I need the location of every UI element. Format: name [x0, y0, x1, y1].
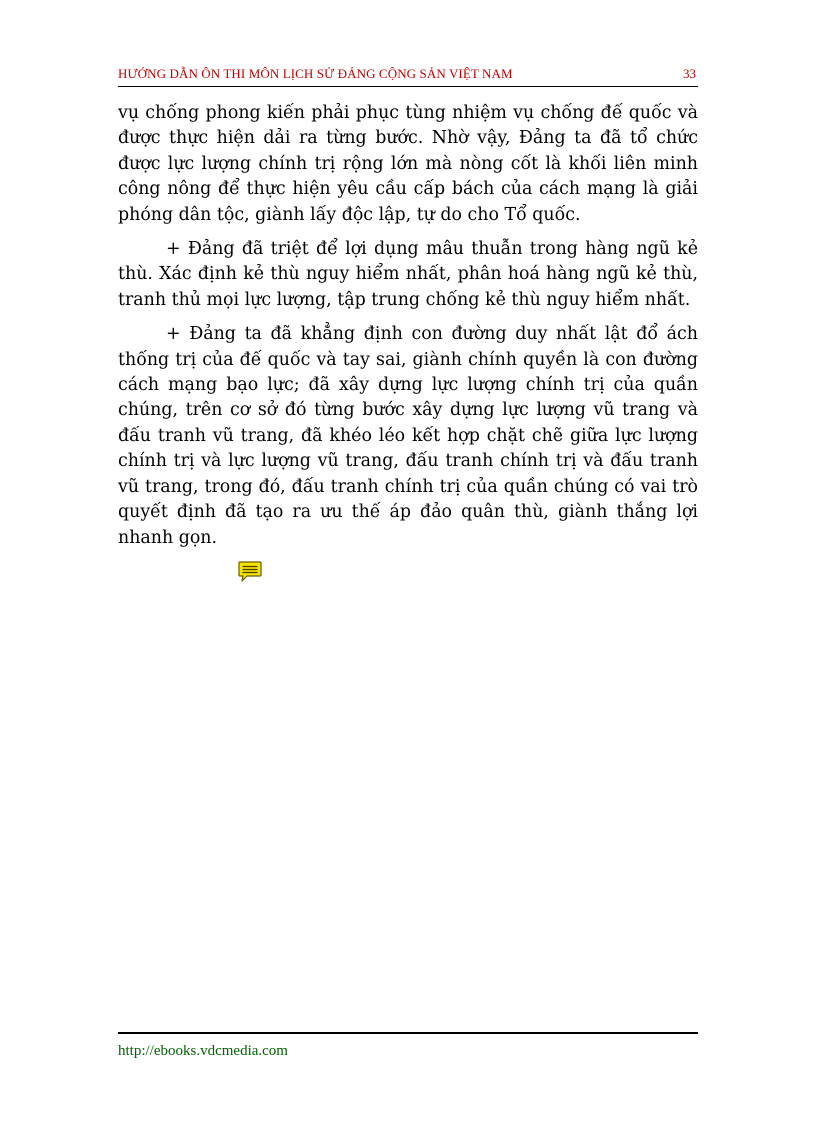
body-text: [118, 101, 698, 560]
paragraph: vụ chống phong kiến phải phục tùng nhiệm vụ chống đế quốc và được thực hiện dải ra từng bước. Nhờ vậy, Đảng ta đã tổ chức được lực lượng chính trị rộng lớn mà nòng cốt là khối liên minh công nông để thực hiện yêu cầu cấp bách của cách mạng là giải phóng dân tộc, giành lấy độc lập, tự do cho Tổ quốc.: [118, 103, 698, 225]
page-header: [118, 64, 698, 87]
page-number: 33: [683, 66, 696, 81]
paragraph: + Đảng đã triệt để lợi dụng mâu thuẫn trong hàng ngũ kẻ thù. Xác định kẻ thù nguy hiểm nhất, phân hoá hàng ngũ kẻ thù, tranh thủ mọi lực lượng, tập trung chống kẻ thù nguy hiểm nhất.: [118, 239, 698, 310]
header-title: HƯỚNG DẪN ÔN THI MÔN LỊCH SỬ ĐẢNG CỘNG SẢN VIỆT NAM: [118, 66, 513, 81]
footer-divider: [118, 1032, 698, 1034]
footer-link[interactable]: http://ebooks.vdcmedia.com: [118, 1043, 288, 1059]
comment-note-icon[interactable]: [237, 559, 263, 585]
paragraph: + Đảng ta đã khẳng định con đường duy nhất lật đổ ách thống trị của đế quốc và tay sai, giành chính quyền là con đường cách mạng bạo lực; đã xây dựng lực lượng chính trị của quần chúng, trên cơ sở đó từng bước xây dựng lực lượng vũ trang và đấu tranh vũ trang, đã khéo léo kết hợp chặt chẽ giữa lực lượng chính trị và lực lượng vũ trang, đấu tranh chính trị và đấu tranh vũ trang, trong đó, đấu tranh chính trị của quần chúng có vai trò quyết định đã tạo ra ưu thế áp đảo quân thù, giành thắng lợi nhanh gọn.: [118, 324, 698, 548]
